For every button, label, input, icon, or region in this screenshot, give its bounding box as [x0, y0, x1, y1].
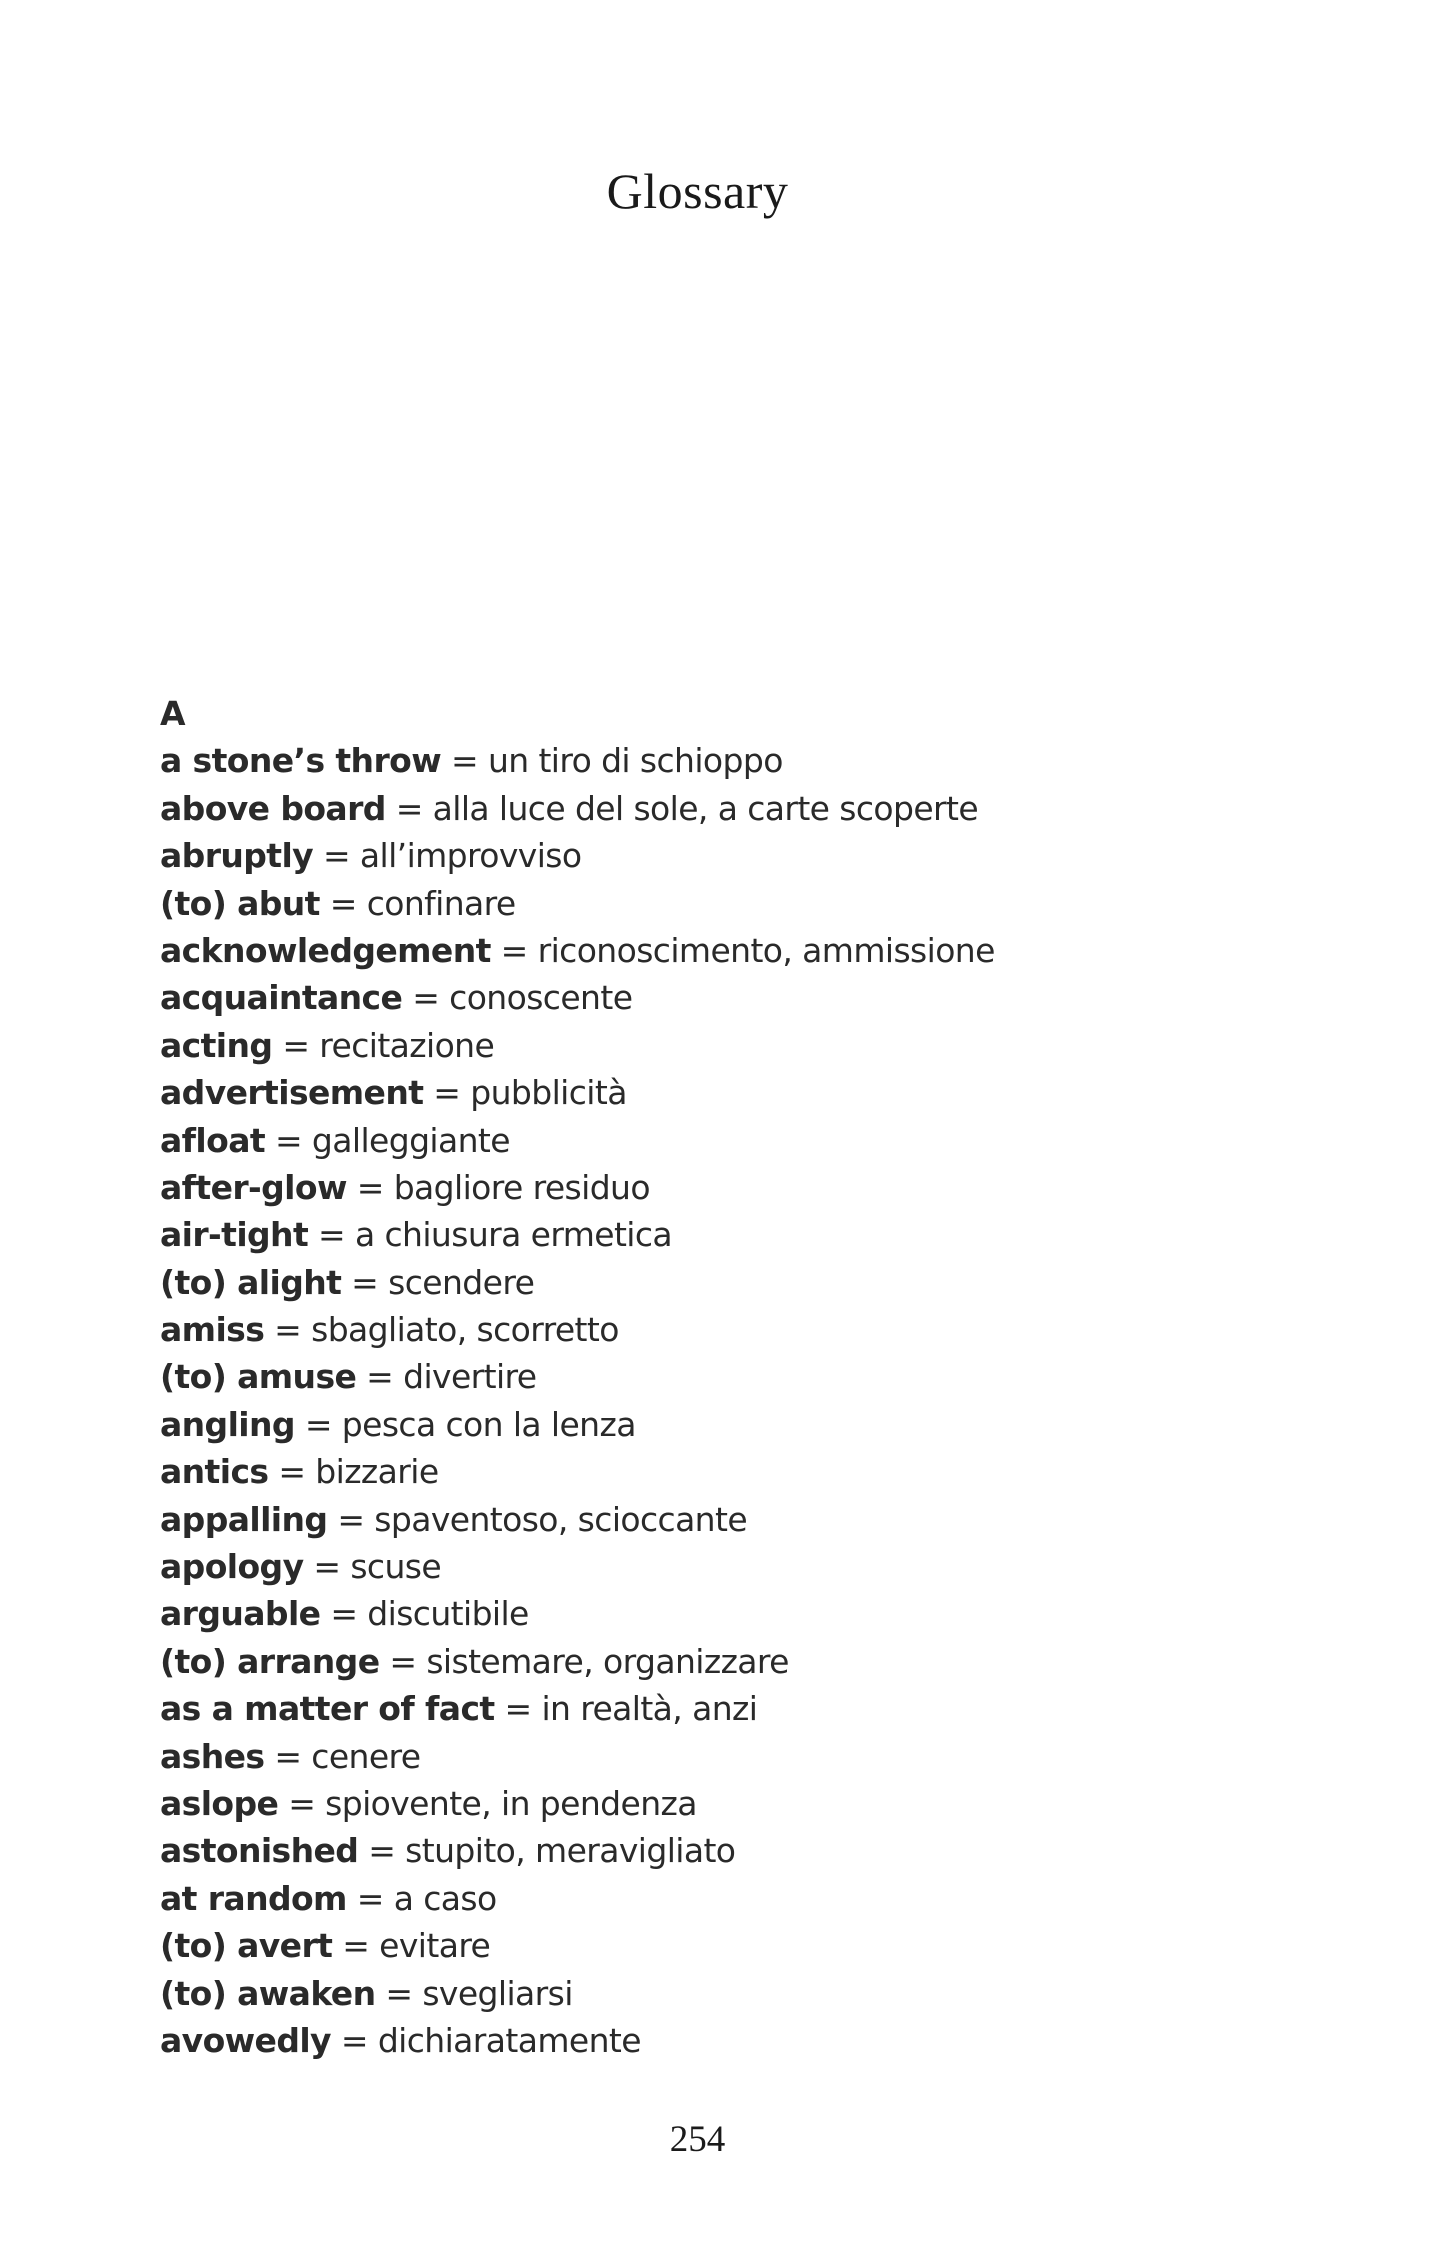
- entry-separator: =: [341, 1262, 389, 1302]
- entry-definition: alla luce del sole, a carte scoperte: [432, 788, 979, 828]
- entry-definition: galleggiante: [311, 1120, 510, 1160]
- entry-definition: evitare: [379, 1926, 491, 1966]
- entry-separator: =: [294, 1404, 342, 1444]
- glossary-entry: [160, 880, 1310, 927]
- entry-definition: scuse: [350, 1547, 442, 1587]
- entry-term: angling: [160, 1404, 295, 1444]
- entry-term: aslope: [160, 1783, 279, 1823]
- entry-term: acting: [160, 1025, 273, 1065]
- entry-definition: discutibile: [367, 1594, 529, 1634]
- entry-definition: a chiusura ermetica: [354, 1215, 673, 1255]
- page-title: Glossary: [606, 163, 789, 219]
- glossary-entry: [160, 1685, 1310, 1732]
- glossary-entry: [160, 1022, 1310, 1069]
- entry-separator: =: [320, 1594, 368, 1634]
- entry-term: a stone’s throw: [160, 741, 442, 781]
- entry-separator: =: [375, 1973, 423, 2013]
- entry-term: (to) avert: [160, 1926, 333, 1966]
- glossary-entry: [160, 2017, 1310, 2064]
- entry-term: (to) awaken: [160, 1973, 376, 2013]
- entry-separator: =: [313, 836, 360, 876]
- entry-term: above board: [160, 788, 386, 828]
- entry-definition: confinare: [366, 883, 516, 923]
- glossary-entry: [160, 1259, 1310, 1306]
- entry-definition: a caso: [393, 1878, 497, 1918]
- entry-definition: svegliarsi: [422, 1973, 573, 2013]
- entry-definition: cenere: [311, 1736, 421, 1776]
- entry-definition: recitazione: [319, 1025, 495, 1065]
- entry-separator: =: [303, 1547, 351, 1587]
- entry-separator: =: [278, 1783, 326, 1823]
- entry-definition: scendere: [388, 1262, 535, 1302]
- entry-term: (to) arrange: [160, 1641, 380, 1681]
- entry-term: air-tight: [160, 1215, 309, 1255]
- glossary-entry: [160, 1496, 1310, 1543]
- glossary-entry: [160, 1211, 1310, 1258]
- entry-term: arguable: [160, 1594, 321, 1634]
- entry-definition: conoscente: [449, 978, 633, 1018]
- entry-separator: =: [490, 930, 538, 970]
- entry-term: antics: [160, 1452, 269, 1492]
- entry-separator: =: [441, 741, 488, 781]
- entry-separator: =: [308, 1215, 355, 1255]
- glossary-entry: [160, 1306, 1310, 1353]
- page-number: 254: [669, 2119, 726, 2160]
- entry-separator: =: [319, 883, 367, 923]
- entry-separator: =: [265, 1120, 312, 1160]
- glossary-entry: [160, 1922, 1310, 1969]
- entry-definition: dichiaratamente: [377, 2020, 641, 2060]
- entry-definition: un tiro di schioppo: [487, 741, 783, 781]
- entry-definition: pesca con la lenza: [341, 1404, 636, 1444]
- glossary-entry: [160, 1117, 1310, 1164]
- entry-term: advertisement: [160, 1073, 424, 1113]
- entry-separator: =: [264, 1736, 312, 1776]
- entry-definition: sistemare, organizzare: [426, 1641, 789, 1681]
- glossary-entry: [160, 1780, 1310, 1827]
- glossary-entry: [160, 1164, 1310, 1211]
- glossary-entry: [160, 1543, 1310, 1590]
- entry-separator: =: [385, 788, 433, 828]
- entry-definition: divertire: [403, 1357, 537, 1397]
- entry-definition: bizzarie: [315, 1452, 439, 1492]
- entry-definition: all’improvviso: [359, 836, 582, 876]
- entry-separator: =: [356, 1357, 404, 1397]
- entry-term: appalling: [160, 1499, 328, 1539]
- entry-definition: stupito, meravigliato: [405, 1831, 736, 1871]
- entry-separator: =: [346, 1167, 394, 1207]
- glossary-entry: [160, 1638, 1310, 1685]
- entry-definition: riconoscimento, ammissione: [537, 930, 995, 970]
- entry-separator: =: [402, 978, 450, 1018]
- entry-definition: spiovente, in pendenza: [325, 1783, 697, 1823]
- glossary-entry: [160, 1448, 1310, 1495]
- glossary-entry-list: [160, 737, 1310, 2064]
- glossary-entry: [160, 1353, 1310, 1400]
- entry-term: (to) amuse: [160, 1357, 357, 1397]
- entry-term: (to) alight: [160, 1262, 342, 1302]
- glossary-entry: [160, 737, 1310, 784]
- entry-separator: =: [264, 1310, 312, 1350]
- glossary-entry: [160, 1401, 1310, 1448]
- entry-term: abruptly: [160, 836, 314, 876]
- glossary-section: [160, 690, 1310, 2064]
- entry-term: (to) abut: [160, 883, 320, 923]
- entry-separator: =: [272, 1025, 320, 1065]
- entry-definition: spaventoso, scioccante: [374, 1499, 748, 1539]
- glossary-entry: [160, 1970, 1310, 2017]
- entry-term: acknowledgement: [160, 930, 491, 970]
- entry-definition: bagliore residuo: [393, 1167, 650, 1207]
- entry-separator: =: [423, 1073, 471, 1113]
- entry-separator: =: [268, 1452, 316, 1492]
- glossary-entry: [160, 785, 1310, 832]
- entry-term: afloat: [160, 1120, 266, 1160]
- glossary-entry: [160, 974, 1310, 1021]
- entry-term: ashes: [160, 1736, 265, 1776]
- entry-term: amiss: [160, 1310, 265, 1350]
- glossary-entry: [160, 1827, 1310, 1874]
- glossary-entry: [160, 1875, 1310, 1922]
- entry-separator: =: [327, 1499, 375, 1539]
- entry-definition: in realtà, anzi: [541, 1689, 758, 1729]
- entry-definition: pubblicità: [470, 1073, 627, 1113]
- glossary-entry: [160, 1069, 1310, 1116]
- entry-term: acquaintance: [160, 978, 403, 1018]
- entry-separator: =: [346, 1878, 394, 1918]
- section-letter: A: [160, 694, 186, 733]
- entry-term: avowedly: [160, 2020, 331, 2060]
- entry-term: astonished: [160, 1831, 359, 1871]
- entry-term: apology: [160, 1547, 304, 1587]
- entry-separator: =: [379, 1641, 427, 1681]
- entry-separator: =: [358, 1831, 406, 1871]
- entry-separator: =: [494, 1689, 542, 1729]
- entry-term: at random: [160, 1878, 347, 1918]
- glossary-entry: [160, 1590, 1310, 1637]
- entry-term: after-glow: [160, 1167, 347, 1207]
- entry-separator: =: [330, 2020, 378, 2060]
- glossary-entry: [160, 832, 1310, 879]
- entry-term: as a matter of fact: [160, 1689, 495, 1729]
- entry-definition: sbagliato, scorretto: [311, 1310, 619, 1350]
- glossary-entry: [160, 1733, 1310, 1780]
- glossary-entry: [160, 927, 1310, 974]
- entry-separator: =: [332, 1926, 380, 1966]
